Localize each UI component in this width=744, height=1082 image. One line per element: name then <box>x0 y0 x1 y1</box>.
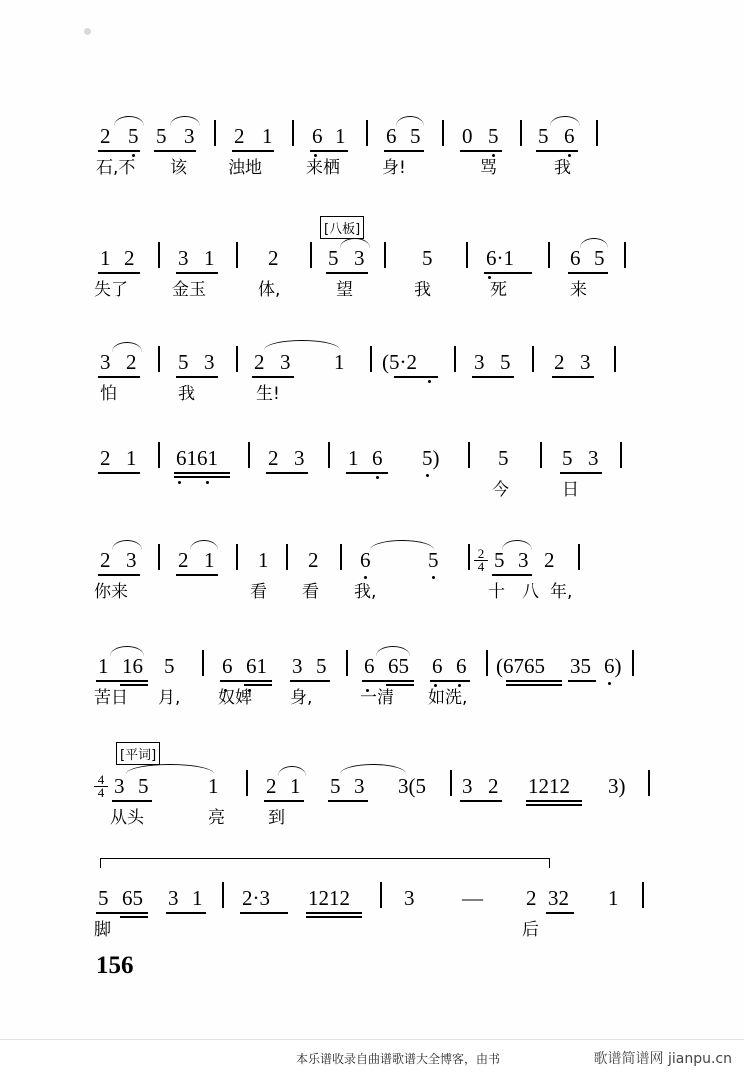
system-2-notes <box>92 240 652 274</box>
system-4-lyrics <box>92 474 652 500</box>
note: 1 <box>208 774 219 798</box>
system-1-lyrics <box>92 152 652 178</box>
note: 1212 <box>528 774 570 798</box>
note: 3 <box>184 124 195 148</box>
note: 6 <box>456 654 467 678</box>
lyric: 望 <box>336 280 353 300</box>
note: 1 <box>262 124 273 148</box>
system-1-notes <box>92 118 652 152</box>
note: 2 <box>526 886 537 910</box>
note: 6) <box>604 654 622 678</box>
lyric: 后 <box>522 920 539 940</box>
time-signature-denominator: 4 <box>94 786 108 799</box>
lyric: 该 <box>170 158 187 178</box>
lyric: 十 <box>488 582 505 602</box>
system-3-lyrics <box>92 378 652 404</box>
note: 5 <box>410 124 421 148</box>
barline <box>236 544 238 570</box>
note: 2 <box>308 548 319 572</box>
system-3-notes <box>92 344 652 378</box>
barline <box>248 442 250 468</box>
time-signature-numerator: 4 <box>97 772 105 787</box>
note: 16 <box>122 654 143 678</box>
lyric: 日 <box>562 480 579 500</box>
note: 1 <box>335 124 346 148</box>
barline <box>454 346 456 372</box>
note: 3 <box>404 886 415 910</box>
note: 5 <box>500 350 511 374</box>
lyric: 看 <box>302 582 319 602</box>
system-1 <box>92 118 652 178</box>
note: 6 <box>432 654 443 678</box>
note: 2 <box>124 246 135 270</box>
system-5 <box>92 542 652 602</box>
note: 2 <box>100 446 111 470</box>
barline <box>310 242 312 268</box>
note: 5 <box>494 548 505 572</box>
note: 1 <box>258 548 269 572</box>
note: 3 <box>100 350 111 374</box>
system-8-lyrics <box>92 914 652 940</box>
lyric: 看 <box>250 582 267 602</box>
system-6-notes <box>92 648 652 682</box>
lyric: 我 <box>554 158 571 178</box>
section-tag: [平词] <box>116 742 160 765</box>
lyric: 身, <box>290 688 313 708</box>
barline <box>540 442 542 468</box>
note: 6 <box>570 246 581 270</box>
barline <box>442 120 444 146</box>
barline <box>468 442 470 468</box>
note: 3 <box>294 446 305 470</box>
note: 2 <box>100 124 111 148</box>
note: 6 <box>372 446 383 470</box>
barline <box>222 882 224 908</box>
note: 1 <box>204 548 215 572</box>
barline <box>286 544 288 570</box>
time-signature <box>94 774 108 799</box>
note: 2 <box>254 350 265 374</box>
lyric: 从头 <box>110 808 144 828</box>
note: 2 <box>266 774 277 798</box>
note: 1 <box>126 446 137 470</box>
note: 61 <box>246 654 267 678</box>
note: 1 <box>290 774 301 798</box>
section-tag: [八板] <box>320 216 364 239</box>
lyric: 石,不 <box>96 158 136 178</box>
barline <box>158 544 160 570</box>
system-5-lyrics <box>92 576 652 602</box>
note: 1 <box>334 350 345 374</box>
barline <box>158 346 160 372</box>
watermark-text: 歌谱简谱网 jianpu.cn <box>593 1051 732 1067</box>
lyric: 来 <box>570 280 587 300</box>
note: 3 <box>204 350 215 374</box>
page-number: 156 <box>96 952 134 979</box>
note: 1 <box>348 446 359 470</box>
slur <box>340 764 406 774</box>
lyric: 脚 <box>94 920 111 940</box>
barline <box>578 544 580 570</box>
barline <box>158 242 160 268</box>
system-7-lyrics <box>92 802 652 828</box>
lyric: 一清 <box>360 688 394 708</box>
note: 6 <box>360 548 371 572</box>
note: 5 <box>428 548 439 572</box>
note: 1 <box>98 654 109 678</box>
barline <box>366 120 368 146</box>
note: 6 <box>222 654 233 678</box>
time-signature <box>474 548 488 573</box>
lyric: 今 <box>492 480 509 500</box>
note: 5 <box>178 350 189 374</box>
note: 2 <box>554 350 565 374</box>
barline <box>520 120 522 146</box>
phrase-bracket <box>100 858 550 868</box>
system-3 <box>92 344 652 404</box>
note: 1 <box>192 886 203 910</box>
note: 1 <box>100 246 111 270</box>
lyric: 年, <box>550 582 573 602</box>
note: (6765 <box>496 654 545 678</box>
system-4 <box>92 440 652 500</box>
note: 32 <box>548 886 569 910</box>
note: 1 <box>608 886 619 910</box>
note: 5 <box>498 446 509 470</box>
note: 3 <box>292 654 303 678</box>
note: 2 <box>100 548 111 572</box>
barline <box>340 544 342 570</box>
barline <box>466 242 468 268</box>
note: 5 <box>98 886 109 910</box>
barline <box>614 346 616 372</box>
barline <box>202 650 204 676</box>
note: 6 <box>312 124 323 148</box>
note: 35 <box>570 654 591 678</box>
system-5-notes <box>92 542 652 576</box>
barline <box>632 650 634 676</box>
barline <box>596 120 598 146</box>
note: 5 <box>328 246 339 270</box>
slur <box>370 540 434 550</box>
note: 3 <box>114 774 125 798</box>
note: 65 <box>122 886 143 910</box>
note: 3 <box>126 548 137 572</box>
barline <box>620 442 622 468</box>
lyric: 如洗, <box>428 688 468 708</box>
note: 2 <box>126 350 137 374</box>
barline <box>450 770 452 796</box>
note: 3 <box>518 548 529 572</box>
lyric: 生! <box>256 384 280 404</box>
lyric: 失了 <box>94 280 128 300</box>
lyric: 死 <box>490 280 507 300</box>
system-8-notes <box>92 880 652 914</box>
barline <box>346 650 348 676</box>
time-signature-denominator: 4 <box>474 560 488 573</box>
note: 5 <box>538 124 549 148</box>
note: 3) <box>608 774 626 798</box>
note: 2 <box>268 246 279 270</box>
note: 2 <box>268 446 279 470</box>
lyric: 我 <box>178 384 195 404</box>
note: 5 <box>422 246 433 270</box>
note: 1212 <box>308 886 350 910</box>
note: 3 <box>354 774 365 798</box>
note: 2 <box>488 774 499 798</box>
barline <box>624 242 626 268</box>
note: 3 <box>462 774 473 798</box>
footer-note: 本乐谱收录自曲谱歌谱大全博客，由书 <box>296 1052 501 1066</box>
system-8 <box>92 880 652 940</box>
note: 5 <box>128 124 139 148</box>
note: 6 <box>364 654 375 678</box>
barline <box>532 346 534 372</box>
note: 3 <box>354 246 365 270</box>
note: — <box>462 886 483 910</box>
note: 65 <box>388 654 409 678</box>
barline <box>380 882 382 908</box>
lyric: 金玉 <box>172 280 206 300</box>
barline <box>548 242 550 268</box>
barline <box>486 650 488 676</box>
note: 2 <box>544 548 555 572</box>
note: 3(5 <box>398 774 426 798</box>
note: 5 <box>594 246 605 270</box>
barline <box>384 242 386 268</box>
note: 3 <box>178 246 189 270</box>
note: 5 <box>138 774 149 798</box>
lyric: 八 <box>522 582 539 602</box>
system-2-lyrics <box>92 274 652 300</box>
lyric: 奴婢 <box>218 688 252 708</box>
lyric: 体, <box>258 280 281 300</box>
lyric: 怕 <box>100 384 117 404</box>
note: 3 <box>580 350 591 374</box>
lyric: 苦日 <box>94 688 128 708</box>
note: 5) <box>422 446 440 470</box>
note: 3 <box>588 446 599 470</box>
system-4-notes <box>92 440 652 474</box>
time-signature-numerator: 2 <box>477 546 485 561</box>
slur <box>126 764 214 774</box>
note: 1 <box>204 246 215 270</box>
note: 5 <box>330 774 341 798</box>
lyric: 骂 <box>480 158 497 178</box>
note: 6161 <box>176 446 218 470</box>
lyric: 我 <box>414 280 431 300</box>
lyric: 你来 <box>94 582 128 602</box>
barline <box>158 442 160 468</box>
note: 2 <box>234 124 245 148</box>
barline <box>642 882 644 908</box>
system-7-notes <box>92 768 652 802</box>
note: 5 <box>562 446 573 470</box>
note: 3 <box>474 350 485 374</box>
system-2 <box>92 218 652 300</box>
note: 6 <box>564 124 575 148</box>
lyric: 来栖 <box>306 158 340 178</box>
watermark <box>594 1048 732 1068</box>
barline <box>214 120 216 146</box>
note: 5 <box>316 654 327 678</box>
barline <box>370 346 372 372</box>
barline <box>328 442 330 468</box>
lyric: 到 <box>268 808 285 828</box>
note: 2 <box>178 548 189 572</box>
slur <box>264 340 340 350</box>
note: 5 <box>156 124 167 148</box>
note: 6 <box>386 124 397 148</box>
lyric: 亮 <box>208 808 225 828</box>
lyric: 月, <box>158 688 181 708</box>
system-6 <box>92 648 652 708</box>
barline <box>292 120 294 146</box>
system-6-lyrics <box>92 682 652 708</box>
lyric: 身! <box>382 158 406 178</box>
barline <box>236 346 238 372</box>
note: 0 <box>462 124 473 148</box>
system-7 <box>92 742 652 828</box>
note: 5 <box>164 654 175 678</box>
note: (5·2 <box>382 350 417 374</box>
note: 3 <box>280 350 291 374</box>
barline <box>246 770 248 796</box>
paper-smudge <box>84 28 91 35</box>
note: 3 <box>168 886 179 910</box>
barline <box>236 242 238 268</box>
note: 5 <box>488 124 499 148</box>
note: 2·3 <box>242 886 270 910</box>
lyric: 我, <box>354 582 377 602</box>
barline <box>468 544 470 570</box>
note: 6·1 <box>486 246 514 270</box>
lyric: 浊地 <box>228 158 262 178</box>
barline <box>648 770 650 796</box>
